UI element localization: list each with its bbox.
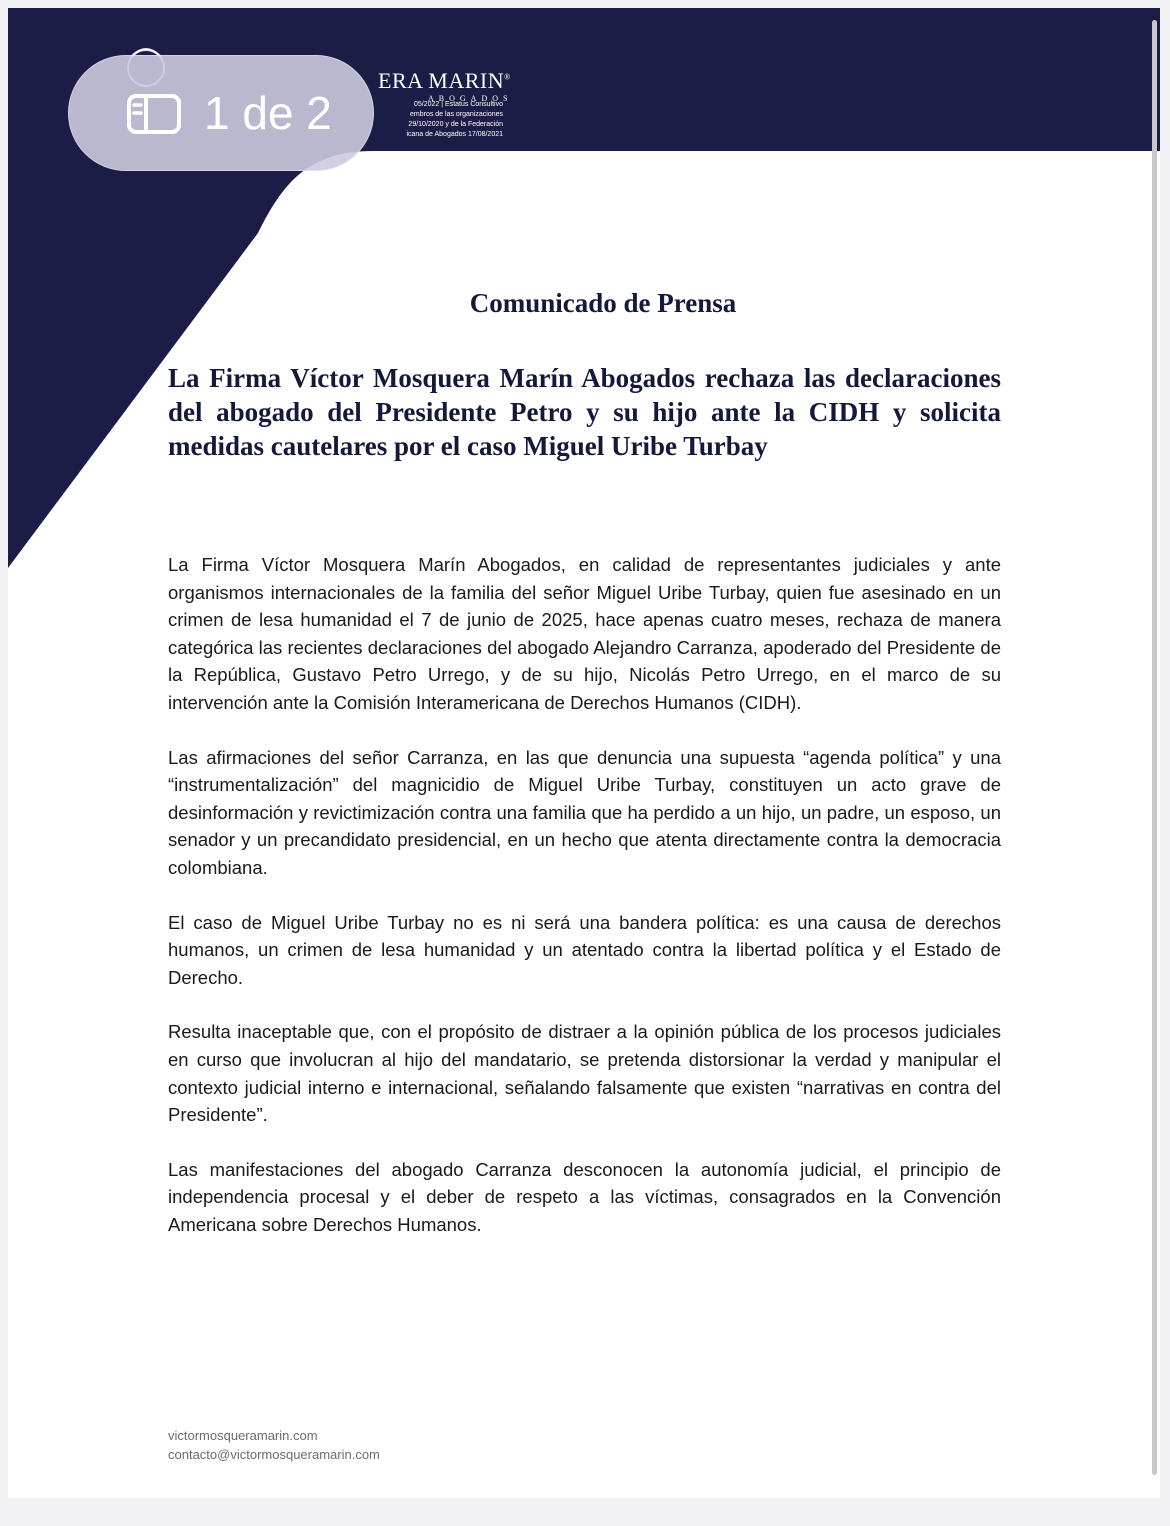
document-footer — [168, 1426, 380, 1464]
firm-status-text: 05/2022 | Estatus Consultivo embros de las organizaciones 29/10/2020 y de la Federación icana de Abogados 17/08/2021 — [406, 101, 503, 138]
footer-email: contacto@victormosqueramarin.com — [168, 1447, 380, 1462]
sidebar-icon — [126, 93, 182, 135]
document-title: Comunicado de Prensa — [469, 288, 737, 318]
firm-name: ERA MARIN® — [378, 68, 511, 93]
footer-website: victormosqueramarin.com — [168, 1428, 318, 1443]
page-counter-label: 1 de 2 — [204, 87, 332, 139]
body-paragraph: Las manifestaciones del abogado Carranza desconocen la autonomía judicial, el principio de independencia procesal y el deber de respeto a las víctimas, consagrados en la Convención Americana sobre Derechos Humanos. — [168, 1158, 1001, 1235]
firm-subtitle: ABOGADOS — [428, 94, 513, 103]
document-body — [168, 551, 1001, 1265]
body-paragraph: La Firma Víctor Mosquera Marín Abogados, en calidad de representantes judiciales y ante organismos internacionales de la familia del señor Miguel Uribe Turbay, quien fue asesinado en un crimen de lesa humanidad el 7 de junio de 2025, hace apenas cuatro meses, rechaza de manera categórica las recientes declaraciones del abogado Alejandro Carranza, apoderado del Presidente de la República, Gustavo Petro Urrego, y de su hijo, Nicolás Petro Urrego, en el marco de su intervención ante la Comisión Interamericana de Derechos Humanos (CIDH). — [168, 554, 1001, 713]
body-paragraph: Resulta inaceptable que, con el propósito de distraer a la opinión pública de los procesos judiciales en curso que involucran al hijo del mandatario, se pretenda distorsionar la verdad y manipular el contexto judicial interno e internacional, señalando falsamente que existen “narrativas en contra del Presidente”. — [168, 1021, 1001, 1126]
document-page — [8, 8, 1160, 1498]
document-subtitle: La Firma Víctor Mosquera Marín Abogados rechaza las declaraciones del abogado del Presidente Petro y su hijo ante la CIDH y solicita medidas cautelares por el caso Miguel Uribe Turbay — [168, 363, 1001, 461]
body-paragraph: Las afirmaciones del señor Carranza, en las que denuncia una supuesta “agenda política” y una “instrumentalización” del magnicidio de Miguel Uribe Turbay, constituyen un acto grave de desinformación y revictimización contra una familia que ha perdido a un hijo, un padre, un esposo, un senador y un precandidato presidencial, en un hecho que atenta directamente contra la democracia colombiana. — [168, 746, 1001, 878]
page-counter-badge[interactable] — [68, 55, 374, 171]
body-paragraph: El caso de Miguel Uribe Turbay no es ni será una bandera política: es una causa de derechos humanos, un crimen de lesa humanidad y un atentado contra la libertad política y el Estado de Derecho. — [168, 911, 1001, 988]
scrollbar[interactable] — [1152, 20, 1157, 1475]
